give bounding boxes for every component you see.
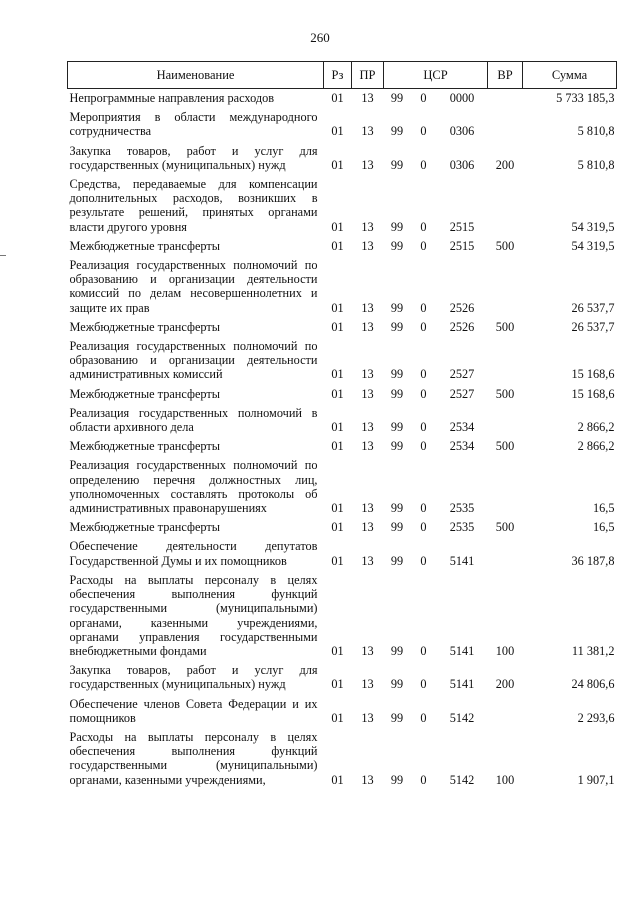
- row-sum: 1 907,1: [577, 772, 615, 787]
- row-pr: 13: [361, 319, 374, 334]
- row-name: Расходы на выплаты персоналу в целях обеспечения выполнения функций государственными (муниципальными) органами, казенными учреждениями,: [69, 729, 318, 787]
- row-vr: [488, 175, 523, 237]
- row-pr: 13: [361, 420, 374, 435]
- row-vr: 200: [495, 157, 515, 172]
- row-csr-program: 99: [390, 386, 404, 401]
- row-sum: 5 733 185,3: [556, 91, 615, 105]
- row-csr-subprogram: 0: [420, 677, 427, 692]
- row-csr-direction: 2535: [449, 501, 475, 516]
- row-name: Реализация государственных полномочий по определению перечня должностных лиц, уполномоченных составлять протоколы об административных правонарушениях: [69, 458, 318, 516]
- row-pr: 13: [361, 124, 374, 139]
- row-sum: 54 319,5: [571, 219, 615, 234]
- header-csr: ЦСР: [384, 62, 488, 89]
- row-csr-direction: 5142: [449, 772, 475, 787]
- row-pr: 13: [361, 501, 374, 516]
- row-csr-program: 99: [390, 157, 404, 172]
- row-csr-direction: 0000: [449, 91, 475, 105]
- row-csr-direction: 2526: [449, 300, 475, 315]
- row-vr: 500: [495, 439, 515, 454]
- row-pr: 13: [361, 219, 374, 234]
- row-name: Межбюджетные трансферты: [69, 386, 221, 401]
- row-sum: 16,5: [592, 501, 615, 516]
- row-rz: 01: [331, 157, 344, 172]
- row-sum: 26 537,7: [571, 319, 615, 334]
- row-vr: 500: [495, 319, 515, 334]
- table-row: [68, 537, 617, 570]
- row-pr: 13: [361, 643, 374, 658]
- page-number: 260: [310, 30, 330, 45]
- row-rz: 01: [331, 677, 344, 692]
- header-name: Наименование: [68, 62, 324, 89]
- row-name: Межбюджетные трансферты: [69, 439, 221, 454]
- row-csr-direction: 2515: [449, 238, 475, 253]
- table-row: [68, 89, 617, 109]
- row-rz: 01: [331, 367, 344, 382]
- row-sum: 2 293,6: [577, 710, 615, 725]
- row-name: Мероприятия в области международного сотрудничества: [69, 110, 318, 139]
- row-csr-direction: 5141: [449, 553, 475, 568]
- row-vr: [488, 537, 523, 570]
- row-csr-subprogram: 0: [420, 643, 427, 658]
- row-csr-subprogram: 0: [420, 367, 427, 382]
- row-csr-program: 99: [390, 367, 404, 382]
- row-pr: 13: [361, 386, 374, 401]
- row-vr: 500: [495, 238, 515, 253]
- row-rz: 01: [331, 238, 344, 253]
- row-csr-direction: 5141: [449, 677, 475, 692]
- row-csr-subprogram: 0: [420, 501, 427, 516]
- row-csr-direction: 0306: [449, 157, 475, 172]
- row-csr-direction: 0306: [449, 124, 475, 139]
- row-pr: 13: [361, 367, 374, 382]
- row-csr-subprogram: 0: [420, 124, 427, 139]
- row-name: Расходы на выплаты персоналу в целях обеспечения выполнения функций государственными (муниципальными) органами, казенными учреждениями, органами управления государственными внебюджетными фондами: [69, 572, 318, 658]
- row-sum: 36 187,8: [571, 553, 615, 568]
- row-csr-program: 99: [390, 677, 404, 692]
- row-sum: 5 810,8: [577, 157, 615, 172]
- table-row: [68, 695, 617, 728]
- table-row: [68, 571, 617, 661]
- row-rz: 01: [331, 553, 344, 568]
- row-csr-subprogram: 0: [420, 238, 427, 253]
- row-sum: 15 168,6: [571, 367, 615, 382]
- row-vr: [488, 695, 523, 728]
- row-sum: 26 537,7: [571, 300, 615, 315]
- header-rz: Рз: [324, 62, 352, 89]
- row-vr: [488, 89, 523, 109]
- row-name: Межбюджетные трансферты: [69, 238, 221, 253]
- row-csr-subprogram: 0: [420, 772, 427, 787]
- row-csr-subprogram: 0: [420, 439, 427, 454]
- row-csr-subprogram: 0: [420, 553, 427, 568]
- table-row: [68, 518, 617, 537]
- row-name: Обеспечение членов Совета Федерации и их помощников: [69, 696, 318, 725]
- row-rz: 01: [331, 319, 344, 334]
- row-name: Обеспечение деятельности депутатов Государственной Думы и их помощников: [69, 539, 318, 568]
- row-csr-subprogram: 0: [420, 157, 427, 172]
- row-rz: 01: [331, 439, 344, 454]
- row-csr-program: 99: [390, 520, 404, 535]
- table-row: [68, 318, 617, 337]
- row-vr: 100: [495, 643, 515, 658]
- row-name: Реализация государственных полномочий по образованию и организации деятельности административных комиссий: [69, 339, 318, 382]
- row-sum: 15 168,6: [571, 386, 615, 401]
- row-rz: 01: [331, 420, 344, 435]
- row-pr: 13: [361, 553, 374, 568]
- table-row: [68, 237, 617, 256]
- row-csr-direction: 2534: [449, 439, 475, 454]
- scan-mark: [0, 255, 6, 256]
- table-row: [68, 108, 617, 141]
- row-name: Средства, передаваемые для компенсации дополнительных расходов, возникших в результате решений, принятых органами власти другого уровня: [69, 177, 318, 234]
- table-row: [68, 256, 617, 318]
- row-vr: 200: [495, 677, 515, 692]
- row-name: Закупка товаров, работ и услуг для государственных (муниципальных) нужд: [69, 143, 318, 172]
- row-csr-direction: 5141: [449, 643, 475, 658]
- row-vr: 500: [495, 520, 515, 535]
- table-row: [68, 404, 617, 437]
- row-pr: 13: [361, 520, 374, 535]
- header-sum: Сумма: [523, 62, 617, 89]
- row-csr-program: 99: [390, 124, 404, 139]
- row-csr-program: 99: [390, 710, 404, 725]
- row-name: Закупка товаров, работ и услуг для государственных (муниципальных) нужд: [69, 663, 318, 692]
- row-rz: 01: [331, 710, 344, 725]
- table-body: [68, 89, 617, 790]
- row-rz: 01: [331, 772, 344, 787]
- row-rz: 01: [331, 124, 344, 139]
- row-vr: 100: [495, 772, 515, 787]
- row-csr-program: 99: [390, 219, 404, 234]
- row-sum: 16,5: [592, 520, 615, 535]
- row-sum: 2 866,2: [577, 439, 615, 454]
- row-csr-program: 99: [390, 553, 404, 568]
- table-row: [68, 385, 617, 404]
- row-csr-program: 99: [390, 439, 404, 454]
- row-sum: 11 381,2: [571, 643, 615, 658]
- row-name: Непрограммные направления расходов: [69, 91, 275, 105]
- row-csr-program: 99: [390, 319, 404, 334]
- table-row: [68, 728, 617, 790]
- row-vr: [488, 256, 523, 318]
- row-csr-program: 99: [390, 643, 404, 658]
- table-row: [68, 337, 617, 385]
- header-vr: ВР: [488, 62, 523, 89]
- row-csr-direction: 5142: [449, 710, 475, 725]
- row-sum: 5 810,8: [577, 124, 615, 139]
- row-csr-subprogram: 0: [420, 91, 427, 105]
- row-pr: 13: [361, 238, 374, 253]
- row-rz: 01: [331, 501, 344, 516]
- row-csr-subprogram: 0: [420, 520, 427, 535]
- row-vr: [488, 337, 523, 385]
- row-pr: 13: [361, 300, 374, 315]
- table-row: [68, 142, 617, 175]
- row-csr-program: 99: [390, 772, 404, 787]
- row-vr: [488, 404, 523, 437]
- row-vr: [488, 108, 523, 141]
- row-pr: 13: [361, 677, 374, 692]
- header-pr: ПР: [352, 62, 384, 89]
- row-pr: 13: [361, 710, 374, 725]
- row-sum: 2 866,2: [577, 420, 615, 435]
- row-csr-subprogram: 0: [420, 710, 427, 725]
- row-vr: [488, 456, 523, 518]
- row-csr-program: 99: [390, 238, 404, 253]
- row-sum: 54 319,5: [571, 238, 615, 253]
- row-rz: 01: [331, 386, 344, 401]
- row-pr: 13: [361, 157, 374, 172]
- row-csr-direction: 2527: [449, 386, 475, 401]
- row-vr: 500: [495, 386, 515, 401]
- table-row: [68, 661, 617, 694]
- row-csr-direction: 2534: [449, 420, 475, 435]
- row-rz: 01: [331, 91, 344, 105]
- row-name: Межбюджетные трансферты: [69, 520, 221, 535]
- row-csr-direction: 2526: [449, 319, 475, 334]
- row-csr-direction: 2535: [449, 520, 475, 535]
- row-pr: 13: [361, 439, 374, 454]
- row-csr-program: 99: [390, 501, 404, 516]
- row-csr-subprogram: 0: [420, 219, 427, 234]
- row-sum: 24 806,6: [571, 677, 615, 692]
- row-pr: 13: [361, 772, 374, 787]
- row-pr: 13: [361, 91, 374, 105]
- row-rz: 01: [331, 300, 344, 315]
- row-rz: 01: [331, 520, 344, 535]
- row-csr-subprogram: 0: [420, 420, 427, 435]
- row-csr-subprogram: 0: [420, 386, 427, 401]
- row-csr-program: 99: [390, 420, 404, 435]
- table-header-row: [68, 62, 617, 89]
- row-name: Реализация государственных полномочий в области архивного дела: [69, 405, 318, 435]
- row-name: Межбюджетные трансферты: [69, 319, 221, 334]
- row-rz: 01: [331, 219, 344, 234]
- table-row: [68, 175, 617, 237]
- table-row: [68, 456, 617, 518]
- row-csr-program: 99: [390, 300, 404, 315]
- row-rz: 01: [331, 643, 344, 658]
- budget-table: [67, 61, 617, 790]
- row-name: Реализация государственных полномочий по образованию и организации деятельности комиссий по делам несовершеннолетних и защите их прав: [69, 258, 318, 315]
- row-csr-subprogram: 0: [420, 319, 427, 334]
- row-csr-direction: 2515: [449, 219, 475, 234]
- table-row: [68, 437, 617, 456]
- row-csr-program: 99: [390, 91, 404, 105]
- row-csr-subprogram: 0: [420, 300, 427, 315]
- row-csr-direction: 2527: [449, 367, 475, 382]
